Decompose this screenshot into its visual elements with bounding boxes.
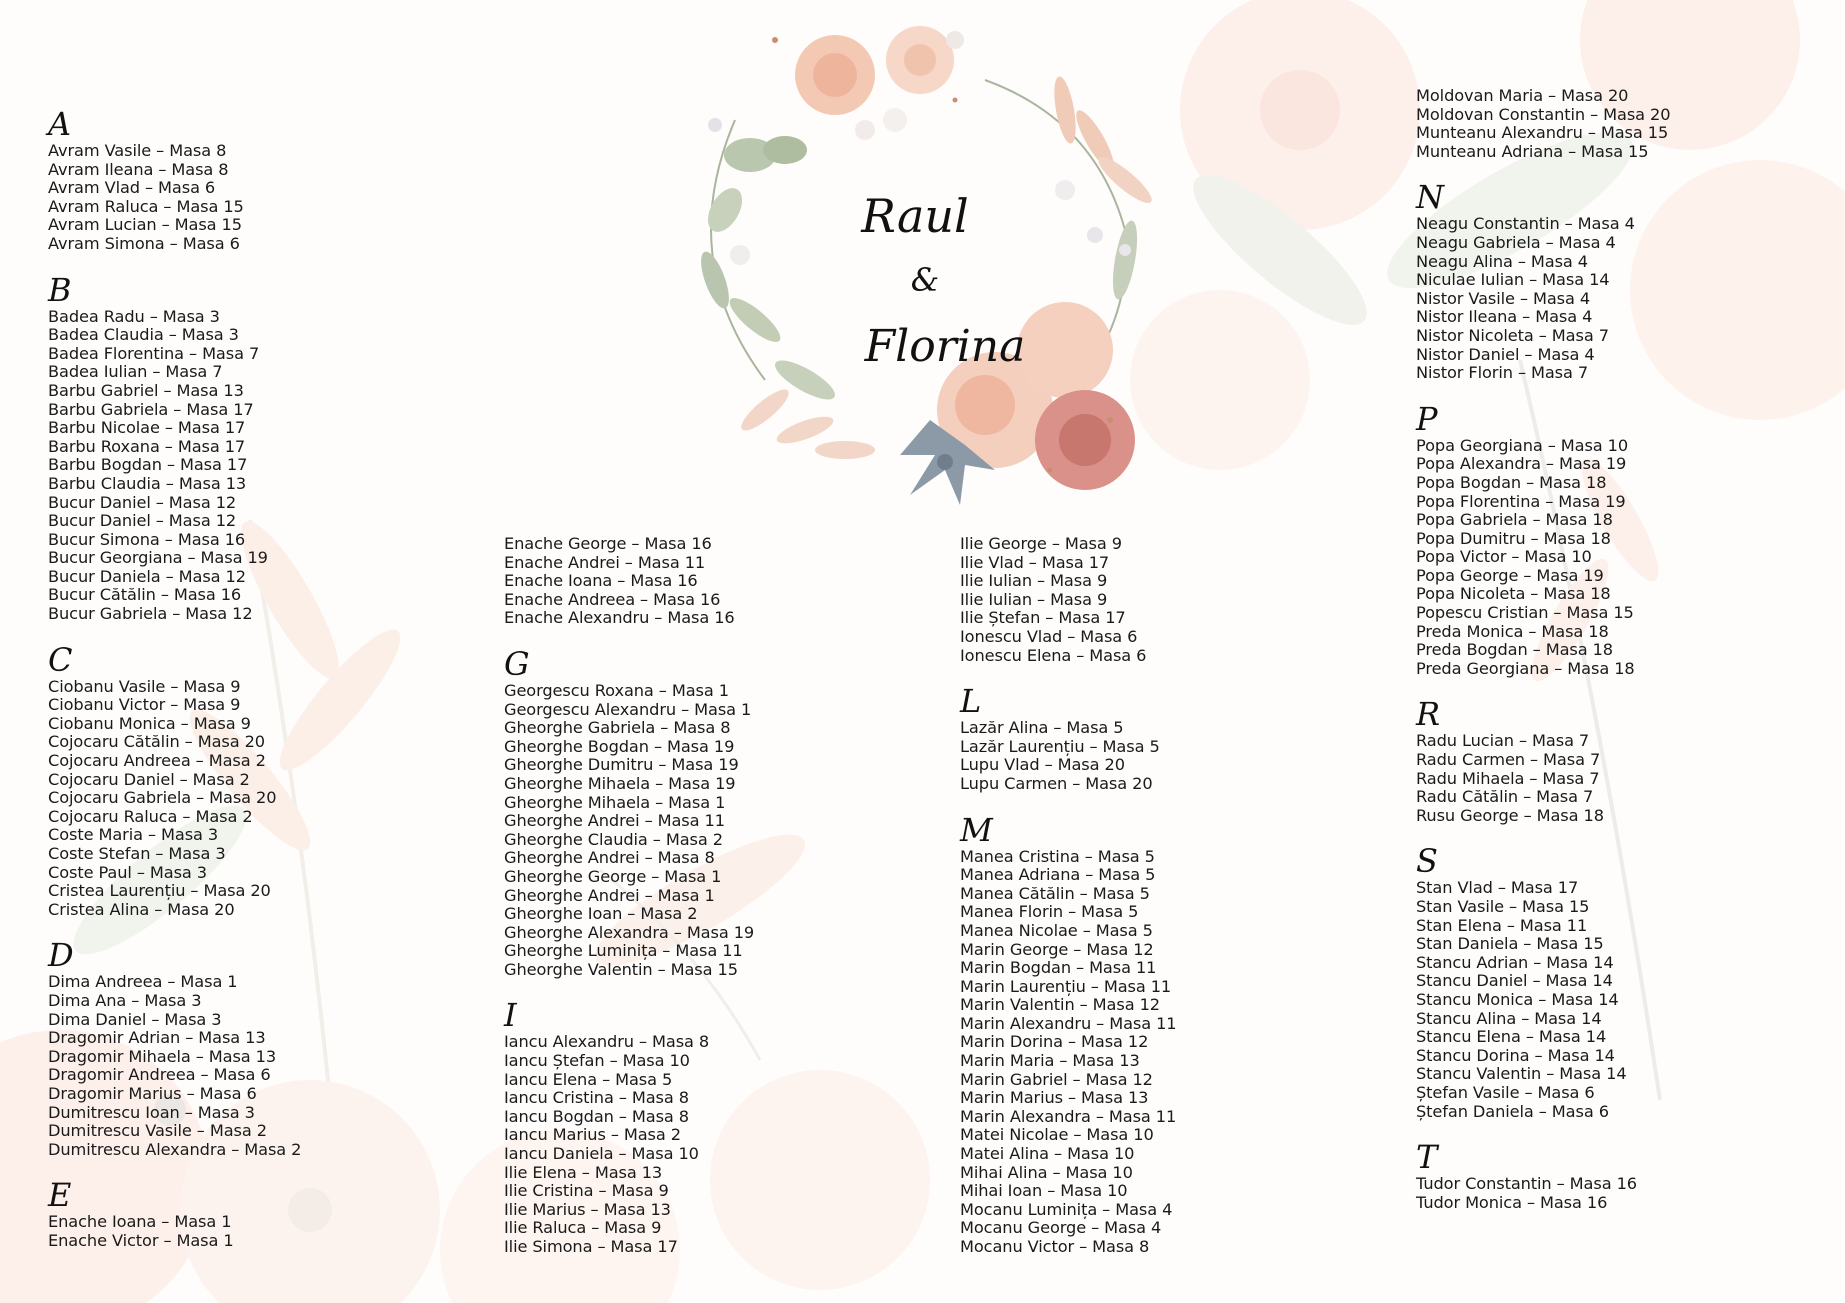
guest-entry: Popescu Cristian – Masa 15 [1416,603,1634,623]
guest-entry: Popa Dumitru – Masa 18 [1416,528,1611,548]
guest-entry: Stan Daniela – Masa 15 [1416,934,1604,954]
guest-entry: Stancu Valentin – Masa 14 [1416,1064,1627,1084]
guest-entry: Moldovan Constantin – Masa 20 [1416,104,1671,124]
guest-entry: Dragomir Adrian – Masa 13 [48,1028,266,1048]
guest-entry: Ilie Marius – Masa 13 [504,1199,671,1219]
guest-entry: Enache George – Masa 16 [504,534,712,553]
guest-entry: Enache Victor – Masa 1 [48,1230,234,1250]
guest-entry: Coste Stefan – Masa 3 [48,844,226,863]
guest-entry: Iancu Marius – Masa 2 [504,1125,681,1145]
guest-entry: Avram Vasile – Masa 8 [48,141,227,160]
guest-entry: Marin Alexandra – Masa 11 [960,1106,1177,1126]
guest-entry: Ciobanu Monica – Masa 9 [48,713,251,733]
guest-entry: Munteanu Alexandru – Masa 15 [1416,123,1669,143]
guest-entry: Bucur Georgiana – Masa 19 [48,548,268,568]
guest-entry: Marin Dorina – Masa 12 [960,1032,1149,1052]
guest-entry: Bucur Daniel – Masa 12 [48,511,237,531]
section-list [1416,732,1845,825]
guest-entry: Moldovan Maria – Masa 20 [1416,86,1629,105]
guest-entry: Gheorghe Andrei – Masa 8 [504,848,715,868]
section-letter: A [48,105,72,143]
guest-entry: Stancu Monica – Masa 14 [1416,989,1619,1009]
section-letter: T [1416,1138,1438,1177]
guest-entry: Ilie Iulian – Masa 9 [960,589,1108,609]
guest-entry: Popa Gabriela – Masa 18 [1416,510,1613,530]
guest-entry: Ilie Elena – Masa 13 [504,1162,663,1182]
guest-entry: Cojocaru Cătălin – Masa 20 [48,732,265,752]
guest-entry: Neagu Constantin – Masa 4 [1416,214,1635,234]
guest-entry: Coste Paul – Masa 3 [48,862,207,882]
guest-entry: Cojocaru Gabriela – Masa 20 [48,788,277,808]
guest-entry: Gheorghe Luminița – Masa 11 [504,941,743,961]
guest-entry: Bucur Gabriela – Masa 12 [48,604,253,624]
section-letter: B [48,270,72,309]
guest-entry: Manea Florin – Masa 5 [960,902,1139,922]
guest-entry: Lazăr Laurențiu – Masa 5 [960,736,1160,756]
section-list [960,719,1400,793]
guest-entry: Preda Monica – Masa 18 [1416,621,1609,641]
guest-entry: Gheorghe Dumitru – Masa 19 [504,755,739,775]
guest-entry: Bucur Cătălin – Masa 16 [48,585,242,605]
guest-entry: Enache Ioana – Masa 16 [504,571,698,591]
guest-entry: Stan Elena – Masa 11 [1416,915,1588,935]
section-list [48,142,488,254]
section-letter: P [1416,399,1438,438]
guest-entry: Cojocaru Andreea – Masa 2 [48,751,266,771]
guest-entry: Rusu George – Masa 18 [1416,805,1604,825]
section-list [1416,1175,1845,1212]
guest-entry: Avram Vlad – Masa 6 [48,178,216,198]
guest-entry: Cojocaru Daniel – Masa 2 [48,769,250,789]
guest-entry: Badea Radu – Masa 3 [48,306,220,326]
guest-entry: Avram Lucian – Masa 15 [48,215,242,235]
guest-entry: Stancu Dorina – Masa 14 [1416,1045,1615,1065]
guest-entry: Popa Victor – Masa 10 [1416,547,1592,567]
guest-entry: Ionescu Vlad – Masa 6 [960,626,1138,646]
guest-entry: Coste Maria – Masa 3 [48,825,219,845]
guest-entry: Barbu Claudia – Masa 13 [48,473,247,493]
guest-entry: Badea Iulian – Masa 7 [48,362,223,382]
guest-entry: Stan Vlad – Masa 17 [1416,878,1579,898]
guest-entry: Gheorghe Gabriela – Masa 8 [504,718,731,738]
guest-entry: Bucur Daniela – Masa 12 [48,566,246,586]
guest-entry: Preda Georgiana – Masa 18 [1416,658,1635,678]
guest-entry: Dumitrescu Alexandra – Masa 2 [48,1139,302,1159]
guest-entry: Nistor Nicoleta – Masa 7 [1416,325,1609,345]
section-list [960,535,1400,665]
guest-entry: Badea Claudia – Masa 3 [48,325,239,345]
guest-entry: Radu Cătălin – Masa 7 [1416,787,1594,807]
guest-entry: Avram Simona – Masa 6 [48,233,240,253]
guest-entry: Popa Georgiana – Masa 10 [1416,435,1629,455]
guest-entry: Gheorghe Andrei – Masa 1 [504,885,715,905]
guest-entry: Preda Bogdan – Masa 18 [1416,640,1613,660]
guest-entry: Dima Andreea – Masa 1 [48,972,238,992]
guest-entry: Barbu Gabriel – Masa 13 [48,380,244,400]
guest-entry: Radu Lucian – Masa 7 [1416,731,1590,751]
guest-entry: Gheorghe Mihaela – Masa 1 [504,792,726,812]
guest-entry: Enache Ioana – Masa 1 [48,1212,232,1232]
guest-entry: Cojocaru Raluca – Masa 2 [48,806,253,826]
guest-entry: Marin George – Masa 12 [960,939,1154,959]
guest-entry: Mihai Alina – Masa 10 [960,1162,1133,1182]
guest-entry: Ștefan Vasile – Masa 6 [1416,1082,1595,1102]
guest-entry: Barbu Gabriela – Masa 17 [48,399,254,419]
guest-entry: Popa Nicoleta – Masa 18 [1416,584,1611,604]
section-list [1416,215,1845,382]
guest-entry: Tudor Constantin – Masa 16 [1416,1174,1637,1194]
guest-entry: Marin Marius – Masa 13 [960,1088,1149,1108]
guest-entry: Gheorghe Ioan – Masa 2 [504,904,698,924]
section-list [48,1213,488,1250]
guest-entry: Stan Vasile – Masa 15 [1416,897,1590,916]
guest-entry: Matei Nicolae – Masa 10 [960,1125,1154,1145]
guest-entry: Manea Cătălin – Masa 5 [960,883,1150,903]
guest-entry: Bucur Daniel – Masa 12 [48,492,237,512]
guest-entry: Barbu Roxana – Masa 17 [48,436,246,456]
guest-entry: Iancu Elena – Masa 5 [504,1069,673,1089]
guest-entry: Enache Andrei – Masa 11 [504,552,706,572]
section-list [48,973,488,1159]
section-list [1416,879,1845,1121]
guest-entry: Matei Alina – Masa 10 [960,1144,1135,1164]
guest-entry: Mocanu Victor – Masa 8 [960,1237,1150,1256]
guest-entry: Barbu Nicolae – Masa 17 [48,418,246,438]
guest-entry: Avram Raluca – Masa 15 [48,196,244,216]
guest-entry: Marin Laurențiu – Masa 11 [960,976,1172,996]
guest-entry: Ilie Vlad – Masa 17 [960,552,1110,572]
guest-entry: Marin Maria – Masa 13 [960,1051,1140,1071]
section-letter: M [960,810,993,849]
guest-entry: Dumitrescu Vasile – Masa 2 [48,1121,267,1141]
guest-entry: Iancu Bogdan – Masa 8 [504,1106,689,1126]
guest-entry: Gheorghe George – Masa 1 [504,866,722,886]
guest-entry: Ciobanu Victor – Masa 9 [48,695,241,715]
guest-entry: Bucur Simona – Masa 16 [48,529,246,549]
guest-entry: Mocanu Luminița – Masa 4 [960,1199,1173,1219]
guest-entry: Marin Alexandru – Masa 11 [960,1013,1177,1033]
guest-entry: Dragomir Mihaela – Masa 13 [48,1046,277,1066]
guest-entry: Dima Ana – Masa 3 [48,990,202,1010]
section-letter: N [1416,178,1444,217]
guest-entry: Iancu Cristina – Masa 8 [504,1088,689,1108]
guest-entry: Cristea Alina – Masa 20 [48,899,235,919]
guest-entry: Lazăr Alina – Masa 5 [960,718,1124,738]
section-letter: R [1416,695,1441,734]
section-list [504,535,944,628]
guest-entry: Ilie Raluca – Masa 9 [504,1218,662,1238]
guest-entry: Ștefan Daniela – Masa 6 [1416,1101,1609,1121]
guest-entry: Nistor Vasile – Masa 4 [1416,288,1591,308]
guest-entry: Stancu Elena – Masa 14 [1416,1027,1607,1047]
guest-entry: Dragomir Andreea – Masa 6 [48,1065,271,1085]
section-list [1416,87,1845,161]
guest-entry: Popa Florentina – Masa 19 [1416,491,1626,511]
guest-column-2 [504,535,944,1257]
guest-entry: Tudor Monica – Masa 16 [1416,1192,1608,1212]
guest-entry: Neagu Alina – Masa 4 [1416,251,1588,271]
section-list [48,308,488,624]
guest-entry: Dragomir Marius – Masa 6 [48,1083,257,1103]
guest-entry: Radu Carmen – Masa 7 [1416,750,1601,770]
guest-column-1 [48,106,488,1251]
guest-entry: Lupu Carmen – Masa 20 [960,773,1153,793]
guest-entry: Iancu Daniela – Masa 10 [504,1144,699,1164]
guest-entry: Enache Andreea – Masa 16 [504,589,721,609]
guest-entry: Iancu Ștefan – Masa 10 [504,1051,690,1071]
guest-entry: Marin Gabriel – Masa 12 [960,1069,1153,1089]
guest-entry: Georgescu Roxana – Masa 1 [504,680,729,700]
guest-entry: Dima Daniel – Masa 3 [48,1009,222,1029]
section-list [48,678,488,920]
guest-column-3 [960,535,1400,1257]
guest-entry: Neagu Gabriela – Masa 4 [1416,232,1616,252]
guest-entry: Stancu Alina – Masa 14 [1416,1008,1602,1028]
guest-entry: Ilie George – Masa 9 [960,534,1122,553]
guest-entry: Badea Florentina – Masa 7 [48,343,260,363]
section-letter: D [48,936,74,975]
guest-entry: Ilie Simona – Masa 17 [504,1237,678,1256]
guest-entry: Popa Alexandra – Masa 19 [1416,454,1627,474]
section-list [504,682,944,980]
guest-entry: Lupu Vlad – Masa 20 [960,755,1125,775]
guest-entry: Marin Valentin – Masa 12 [960,995,1160,1015]
guest-entry: Gheorghe Andrei – Masa 11 [504,811,725,831]
guest-entry: Ionescu Elena – Masa 6 [960,645,1147,665]
guest-entry: Gheorghe Mihaela – Masa 19 [504,773,736,793]
guest-entry: Radu Mihaela – Masa 7 [1416,768,1600,788]
guest-entry: Munteanu Adriana – Masa 15 [1416,141,1649,161]
guest-entry: Manea Adriana – Masa 5 [960,865,1156,885]
guest-entry: Popa George – Masa 19 [1416,565,1604,585]
guest-entry: Cristea Laurențiu – Masa 20 [48,881,271,901]
section-letter: S [1416,842,1438,881]
guest-entry: Gheorghe Claudia – Masa 2 [504,829,723,849]
guest-entry: Niculae Iulian – Masa 14 [1416,270,1610,290]
guest-entry: Mocanu George – Masa 4 [960,1218,1162,1238]
guest-entry: Ilie Cristina – Masa 9 [504,1181,669,1201]
section-letter: G [504,644,530,683]
section-letter: I [504,996,517,1035]
guest-entry: Enache Alexandru – Masa 16 [504,608,735,628]
guest-entry: Avram Ileana – Masa 8 [48,159,229,179]
guest-entry: Ilie Ștefan – Masa 17 [960,608,1126,628]
guest-entry: Marin Bogdan – Masa 11 [960,958,1157,978]
guest-entry: Gheorghe Alexandra – Masa 19 [504,922,755,942]
couple-name-1: Raul [861,189,969,243]
section-letter: C [48,640,73,679]
section-letter: L [960,682,982,721]
guest-entry: Nistor Ileana – Masa 4 [1416,307,1593,327]
guest-entry: Nistor Florin – Masa 7 [1416,363,1589,383]
section-list [1416,437,1845,679]
guest-entry: Dumitrescu Ioan – Masa 3 [48,1102,255,1122]
section-letter: E [48,1176,72,1215]
guest-entry: Gheorghe Valentin – Masa 15 [504,959,738,979]
guest-entry: Nistor Daniel – Masa 4 [1416,344,1595,364]
guest-entry: Popa Bogdan – Masa 18 [1416,472,1607,492]
guest-column-4 [1416,87,1845,1212]
guest-entry: Mihai Ioan – Masa 10 [960,1181,1128,1201]
guest-entry: Manea Cristina – Masa 5 [960,846,1155,866]
guest-entry: Stancu Daniel – Masa 14 [1416,971,1613,991]
guest-entry: Georgescu Alexandru – Masa 1 [504,699,752,719]
guest-entry: Gheorghe Bogdan – Masa 19 [504,736,735,756]
guest-entry: Ilie Iulian – Masa 9 [960,571,1108,591]
couple-ampersand: & [910,261,940,299]
guest-entry: Ciobanu Vasile – Masa 9 [48,676,241,696]
couple-name-2: Florina [864,321,1026,372]
guest-entry: Manea Nicolae – Masa 5 [960,920,1153,940]
section-list [504,1033,944,1256]
guest-entry: Stancu Adrian – Masa 14 [1416,952,1614,972]
guest-entry: Barbu Bogdan – Masa 17 [48,455,248,475]
guest-entry: Iancu Alexandru – Masa 8 [504,1032,710,1052]
section-list [960,848,1400,1257]
